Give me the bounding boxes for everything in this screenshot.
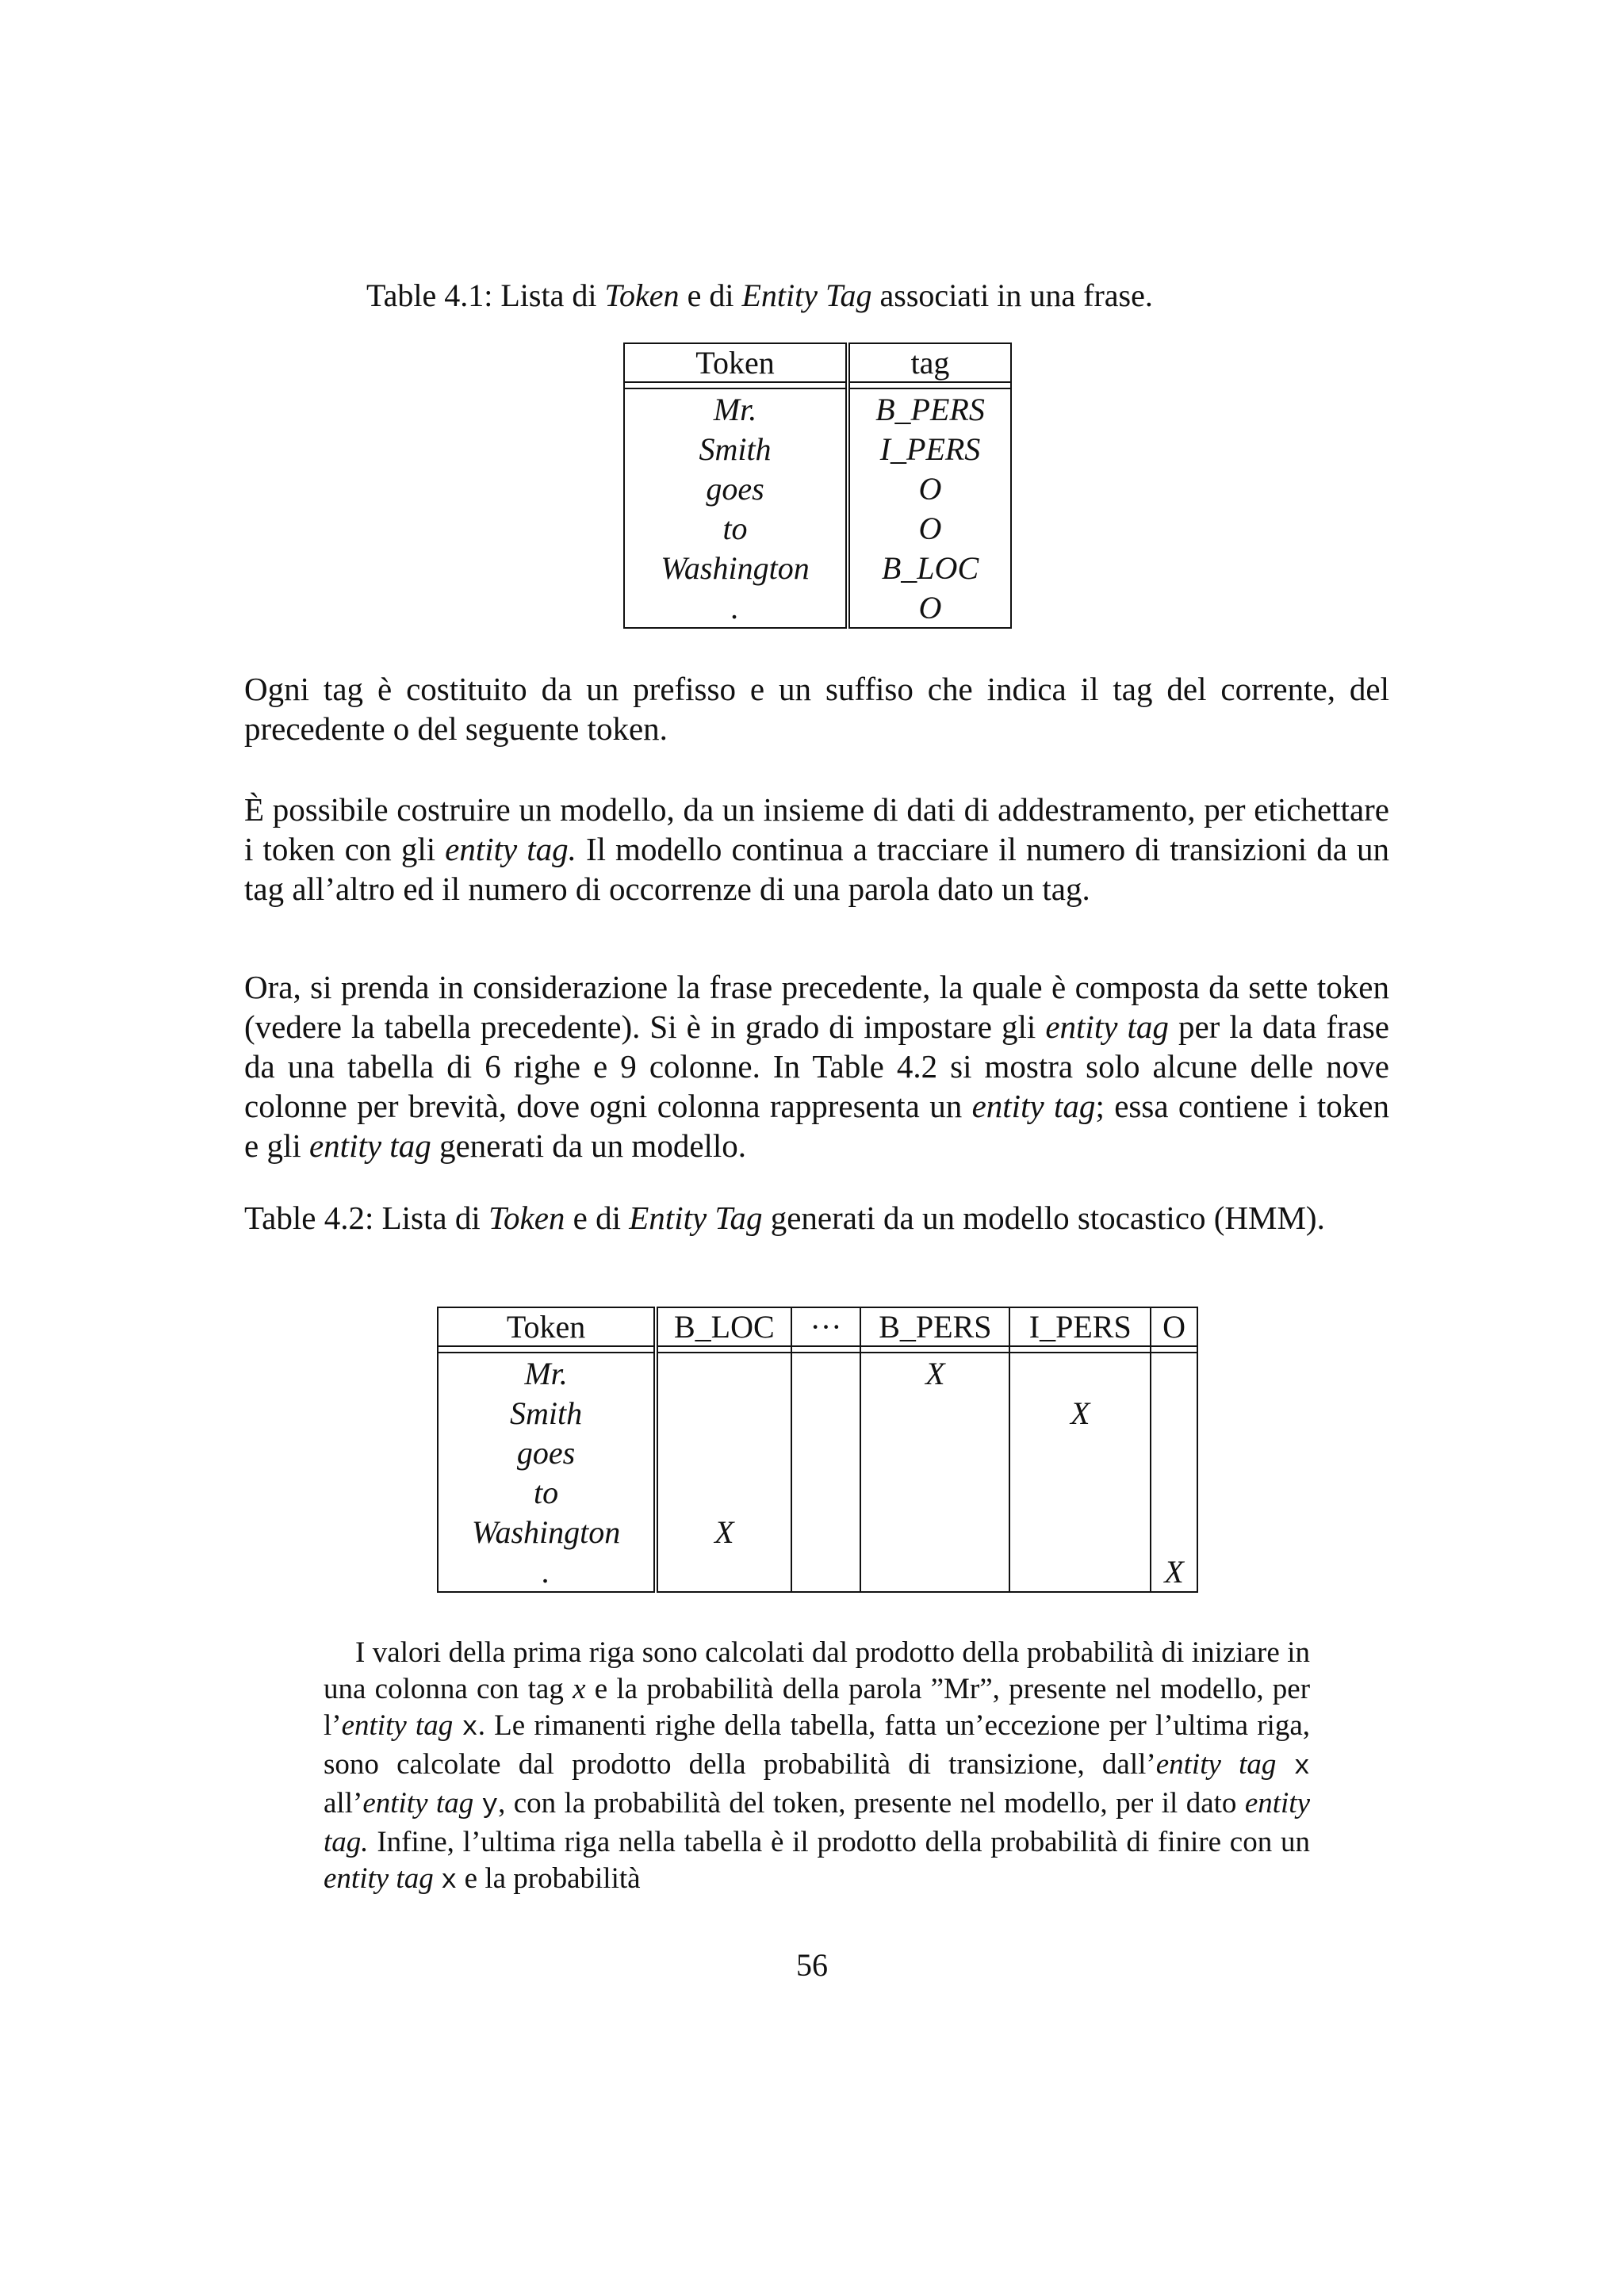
table-row: Mr. B_PERS: [624, 388, 1011, 429]
table-header-cell: I_PERS: [1009, 1307, 1151, 1346]
caption-label: Table 4.1:: [366, 277, 493, 313]
table-header-cell: tag: [848, 343, 1011, 382]
body-paragraph: I valori della prima riga sono calcolati dal prodotto della probabilità di iniziare in una colonna con tag x e la probabilità della parola ”Mr”, presente nel modello, per l’entity tag x. Le rimanenti righe della tabella, fatta un’eccezione per l’ultima riga, sono calcolate dal prodotto della probabilità di transizione, dall’entity tag x all’entity tag y, con la probabilità del token, presente nel modello, per il dato entity tag. Infine, l’ultima riga nella tabella è il prodotto della probabilità di finire con un entity tag x e la probabilità: [324, 1636, 1311, 1896]
table-row: Washington B_LOC: [624, 548, 1011, 587]
body-paragraph: È possibile costruire un modello, da un insieme di dati di addestramento, per etichettare i token con gli entity tag. Il modello continua a tracciare il numero di transizioni da un tag all’altro ed il numero di occorrenze di una parola dato un tag.: [244, 791, 1389, 907]
table-row: Washington X: [438, 1512, 1197, 1552]
table-header-cell: Token: [624, 343, 848, 382]
page-number: 56: [796, 1947, 828, 1983]
table-header-cell: B_LOC: [656, 1307, 791, 1346]
table-row: . X: [438, 1552, 1197, 1592]
table-row: goes O: [624, 469, 1011, 508]
table-4-1-caption: Table 4.1: Lista di Token e di Entity Tag associati in una frase.: [366, 277, 1153, 313]
table-row: Smith I_PERS: [624, 429, 1011, 469]
table-row: Mr. X: [438, 1353, 1197, 1393]
table-row: to: [438, 1472, 1197, 1512]
body-paragraph: Ora, si prenda in considerazione la frase precedente, la quale è composta da sette token (vedere la tabella precedente). Si è in grado di impostare gli entity tag per la data frase da una tabella di 6 righe e 9 colonne. In Table 4.2 si mostra solo alcune delle nove colonne per brevità, dove ogni colonna rappresenta un entity tag; essa contiene i token e gli entity tag generati da un modello.: [244, 969, 1390, 1164]
table-4-2: [437, 1307, 1198, 1593]
table-row: . O: [624, 587, 1011, 628]
table-header-cell: B_PERS: [860, 1307, 1009, 1346]
table-header-cell: O: [1151, 1307, 1197, 1346]
body-paragraph: Ogni tag è costituito da un prefisso e un suffiso che indica il tag del corrente, del precedente o del seguente token.: [244, 671, 1389, 747]
table-4-1: [623, 342, 1012, 629]
table-4-2-caption: Table 4.2: Lista di Token e di Entity Tag generati da un modello stocastico (HMM).: [244, 1200, 1325, 1236]
caption-label: Table 4.2:: [244, 1200, 374, 1236]
table-header-cell: Token: [438, 1307, 656, 1346]
table-row: to O: [624, 508, 1011, 548]
table-row: Smith X: [438, 1393, 1197, 1433]
table-header-cell: ···: [791, 1307, 861, 1346]
table-row: goes: [438, 1433, 1197, 1472]
